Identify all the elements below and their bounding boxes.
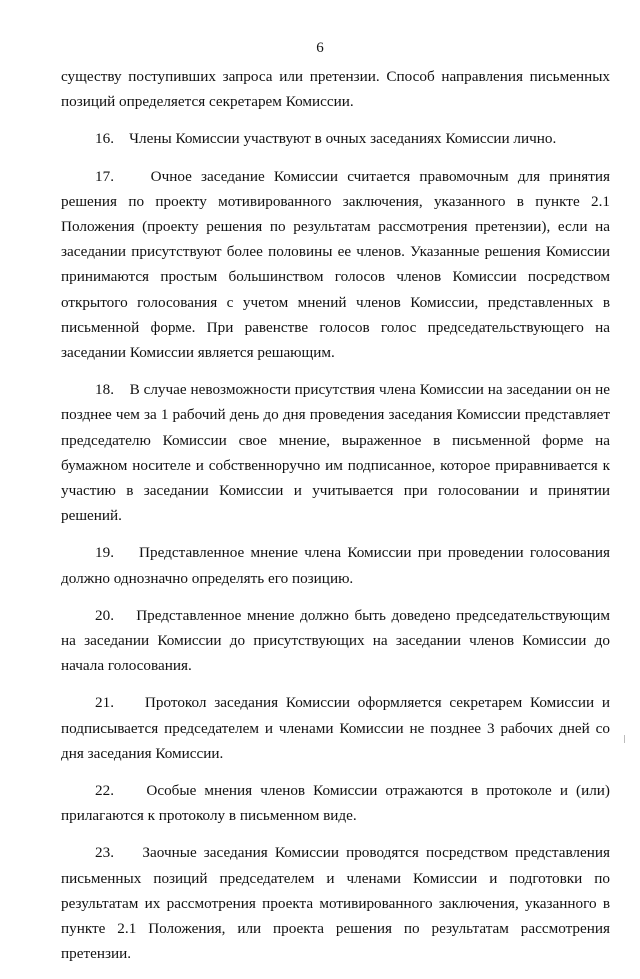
paragraph-number: 19.	[95, 544, 114, 562]
paragraph-text: Особые мнения членов Комиссии отражаются в протоколе и (или) прилагаются к протоколу в письменном виде.	[61, 782, 610, 825]
paragraph-text: Представленное мнение должно быть доведено председательствующим на заседании Комиссии до присутствующих на заседании членов Комиссии до начала голосования.	[61, 606, 610, 675]
paragraph-16	[61, 126, 610, 151]
paragraph-number: 22.	[95, 782, 114, 800]
paragraph-19	[61, 540, 610, 590]
document-body	[61, 64, 610, 979]
scan-margin-mark	[624, 735, 625, 743]
paragraph-18	[61, 377, 610, 528]
paragraph-number: 17.	[95, 167, 114, 185]
paragraph-continuation	[61, 64, 610, 114]
paragraph-17	[61, 164, 610, 366]
page-number: 6	[316, 40, 324, 56]
paragraph-text: Представленное мнение члена Комиссии при проведении голосования должно однозначно определять его позицию.	[61, 544, 610, 587]
paragraph-number: 21.	[95, 694, 114, 712]
paragraph-text: существу поступивших запроса или претензии. Способ направления письменных позиций определяется секретарем Комиссии.	[61, 68, 610, 111]
paragraph-20	[61, 603, 610, 679]
paragraph-21	[61, 690, 610, 766]
paragraph-number: 23.	[95, 844, 114, 862]
paragraph-22	[61, 778, 610, 828]
paragraph-text: В случае невозможности присутствия члена Комиссии на заседании он не позднее чем за 1 рабочий день до дня проведения заседания Комиссии представляет председателю Комиссии свое мнение, выраженное в письменной форме на бумажном носителе и собственноручно им подписанное, которое приравнивается к участию в заседании Комиссии и учитывается при голосовании и принятии решений.	[61, 381, 611, 525]
paragraph-number: 16.	[95, 130, 114, 148]
paragraph-text: Заочные заседания Комиссии проводятся посредством представления письменных позиций председателем и членами Комиссии и подготовки по результатам их рассмотрения проекта мотивированного заключения, указанного в пункте 2.1 Положения, или проекта решения по результатам рассмотрения претензии.	[61, 844, 610, 963]
paragraph-number: 20.	[95, 606, 114, 624]
paragraph-text: Протокол заседания Комиссии оформляется секретарем Комиссии и подписывается председателем и членами Комиссии не позднее 3 рабочих дней со дня заседания Комиссии.	[61, 694, 610, 762]
paragraph-23	[61, 840, 610, 966]
paragraph-number: 18.	[95, 381, 114, 399]
paragraph-text: Очное заседание Комиссии считается правомочным для принятия решения по проекту мотивированного заключения, указанного в пункте 2.1 Положения (проекту решения по результатам рассмотрения претензии), если на заседании присутствуют более половины ее членов. Указанные решения Комиссии принимаются простым большинством голосов членов Комиссии посредством открытого голосования с учетом мнений членов Комиссии, представленных в письменной форме. При равенстве голосов голос председательствующего на заседании Комиссии является решающим.	[61, 167, 610, 362]
paragraph-text: Члены Комиссии участвуют в очных заседаниях Комиссии лично.	[129, 130, 557, 148]
